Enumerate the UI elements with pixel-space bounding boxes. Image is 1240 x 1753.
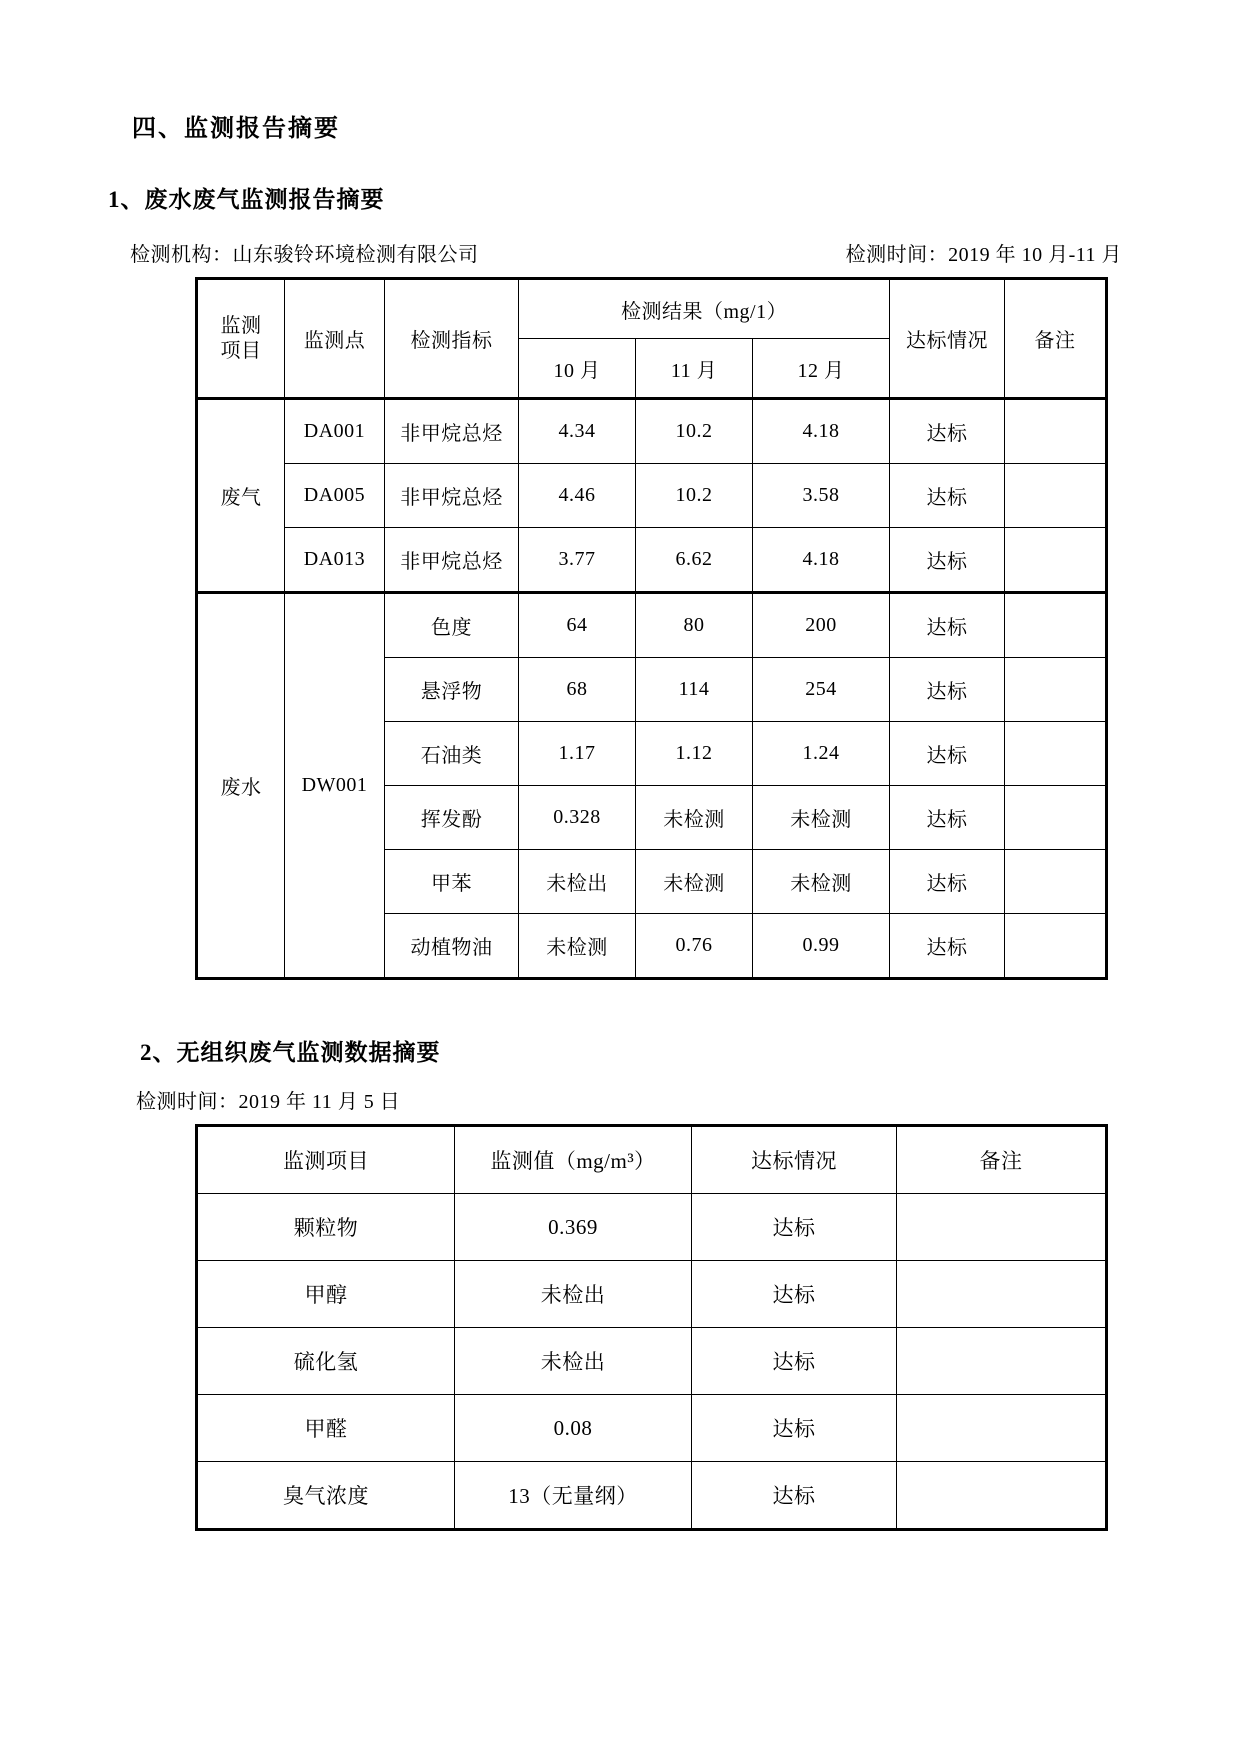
cell-indicator: 动植物油 (385, 914, 519, 979)
header-project: 监测项目 (197, 1126, 455, 1194)
cell-value: 13（无量纲） (455, 1462, 692, 1530)
subsection-2-title: 2、无组织废气监测数据摘要 (140, 1040, 441, 1065)
cell-indicator: 甲苯 (385, 850, 519, 914)
cell-compliance: 达标 (692, 1261, 897, 1328)
cell-m12: 0.99 (753, 914, 890, 979)
cell-compliance: 达标 (890, 914, 1005, 979)
table-row (197, 1462, 1107, 1530)
cell-compliance: 达标 (890, 786, 1005, 850)
cell-compliance: 达标 (890, 593, 1005, 658)
cell-compliance: 达标 (890, 464, 1005, 528)
cell-remark (1005, 658, 1107, 722)
cell-remark (897, 1328, 1107, 1395)
header-project (197, 279, 285, 399)
waste-monitoring-table (195, 277, 1108, 980)
cell-m10: 64 (519, 593, 636, 658)
cell-m11: 10.2 (636, 464, 753, 528)
cell-m11: 6.62 (636, 528, 753, 593)
cell-compliance: 达标 (692, 1194, 897, 1261)
header-value: 监测值（mg/m³） (455, 1126, 692, 1194)
table-row (197, 528, 1107, 593)
cell-remark (1005, 786, 1107, 850)
cell-m11: 10.2 (636, 399, 753, 464)
header-point: 监测点 (285, 279, 385, 399)
cell-m10: 68 (519, 658, 636, 722)
table-row (197, 1194, 1107, 1261)
cell-m11: 未检测 (636, 850, 753, 914)
detection-time: 检测时间：2019 年 10 月-11 月 (845, 244, 1122, 266)
page-title: 四、监测报告摘要 (132, 114, 340, 142)
header-results: 检测结果（mg/1） (519, 279, 890, 339)
table-row (197, 464, 1107, 528)
cell-remark (897, 1194, 1107, 1261)
cell-remark (1005, 722, 1107, 786)
cell-indicator: 色度 (385, 593, 519, 658)
cell-point: DA013 (285, 528, 385, 593)
table-row (197, 1395, 1107, 1462)
header-remark: 备注 (1005, 279, 1107, 399)
cell-value: 0.369 (455, 1194, 692, 1261)
cell-value: 未检出 (455, 1261, 692, 1328)
cell-project: 臭气浓度 (197, 1462, 455, 1530)
cell-m12: 未检测 (753, 786, 890, 850)
cell-compliance: 达标 (890, 850, 1005, 914)
table1-meta (130, 238, 1130, 267)
group-label-wastewater: 废水 (197, 593, 285, 979)
fugitive-gas-table (195, 1124, 1108, 1531)
cell-point-dw001: DW001 (285, 593, 385, 979)
cell-m12: 254 (753, 658, 890, 722)
cell-m10: 3.77 (519, 528, 636, 593)
cell-remark (1005, 850, 1107, 914)
cell-m10: 0.328 (519, 786, 636, 850)
cell-remark (1005, 464, 1107, 528)
cell-indicator: 挥发酚 (385, 786, 519, 850)
cell-compliance: 达标 (890, 658, 1005, 722)
subsection-1-title: 1、废水废气监测报告摘要 (108, 187, 385, 212)
header-compliance: 达标情况 (890, 279, 1005, 399)
header-project-line2: 项目 (220, 339, 262, 362)
header-month-11: 11 月 (636, 339, 753, 399)
cell-remark (1005, 528, 1107, 593)
cell-remark (897, 1395, 1107, 1462)
cell-value: 未检出 (455, 1328, 692, 1395)
table2-detection-time: 检测时间：2019 年 11 月 5 日 (136, 1091, 401, 1113)
cell-remark (897, 1462, 1107, 1530)
cell-point: DA005 (285, 464, 385, 528)
cell-m12: 未检测 (753, 850, 890, 914)
cell-m12: 200 (753, 593, 890, 658)
cell-indicator: 悬浮物 (385, 658, 519, 722)
cell-m10: 4.34 (519, 399, 636, 464)
header-remark: 备注 (897, 1126, 1107, 1194)
table-header-row (197, 1126, 1107, 1194)
cell-m10: 未检出 (519, 850, 636, 914)
cell-m11: 未检测 (636, 786, 753, 850)
cell-project: 甲醇 (197, 1261, 455, 1328)
cell-remark (1005, 399, 1107, 464)
header-project-line1: 监测 (220, 314, 262, 337)
cell-m11: 80 (636, 593, 753, 658)
cell-m12: 4.18 (753, 528, 890, 593)
cell-compliance: 达标 (692, 1462, 897, 1530)
cell-project: 颗粒物 (197, 1194, 455, 1261)
cell-m11: 0.76 (636, 914, 753, 979)
cell-point: DA001 (285, 399, 385, 464)
cell-project: 甲醛 (197, 1395, 455, 1462)
table-row (197, 593, 1107, 658)
cell-indicator: 石油类 (385, 722, 519, 786)
cell-m12: 4.18 (753, 399, 890, 464)
cell-m12: 3.58 (753, 464, 890, 528)
cell-compliance: 达标 (692, 1328, 897, 1395)
cell-m10: 未检测 (519, 914, 636, 979)
table-row (197, 1328, 1107, 1395)
cell-m11: 1.12 (636, 722, 753, 786)
cell-m10: 1.17 (519, 722, 636, 786)
cell-compliance: 达标 (890, 528, 1005, 593)
cell-indicator: 非甲烷总烃 (385, 399, 519, 464)
cell-compliance: 达标 (890, 399, 1005, 464)
cell-remark (897, 1261, 1107, 1328)
table-row (197, 399, 1107, 464)
header-indicator: 检测指标 (385, 279, 519, 399)
cell-indicator: 非甲烷总烃 (385, 528, 519, 593)
group-label-waste-gas: 废气 (197, 399, 285, 593)
cell-project: 硫化氢 (197, 1328, 455, 1395)
cell-m11: 114 (636, 658, 753, 722)
cell-remark (1005, 593, 1107, 658)
header-month-10: 10 月 (519, 339, 636, 399)
cell-m10: 4.46 (519, 464, 636, 528)
table-row (197, 1261, 1107, 1328)
cell-compliance: 达标 (890, 722, 1005, 786)
cell-remark (1005, 914, 1107, 979)
table-header-row (197, 279, 1107, 339)
cell-compliance: 达标 (692, 1395, 897, 1462)
cell-m12: 1.24 (753, 722, 890, 786)
spacer (100, 980, 1140, 1034)
header-month-12: 12 月 (753, 339, 890, 399)
header-compliance: 达标情况 (692, 1126, 897, 1194)
detection-institution: 检测机构：山东骏铃环境检测有限公司 (130, 244, 479, 266)
cell-indicator: 非甲烷总烃 (385, 464, 519, 528)
cell-value: 0.08 (455, 1395, 692, 1462)
